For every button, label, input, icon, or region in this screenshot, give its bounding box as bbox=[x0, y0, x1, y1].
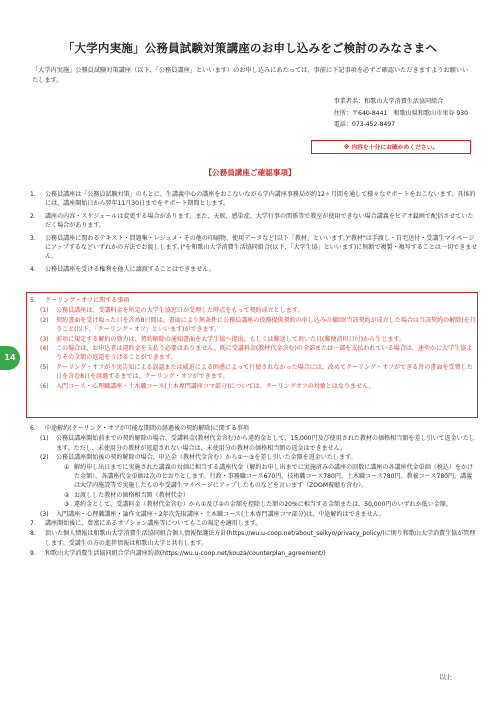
closing-mark: 以上 bbox=[439, 674, 452, 681]
list-item: 1. 公務員講座は「公務員試験対策」のもとに、生講義中心の講座をおこないながら学内講座事務局が約12ヶ月間を通して様々なサポートをおこないます。具体的には、講座開始日から翌年11月30日までをサポート期間とします。 bbox=[30, 191, 476, 208]
sender-name: 事業者名：和歌山大学消費生活協同組合 bbox=[333, 98, 444, 105]
list-item: 7. 講座開始後に、豊富にあるオプション講座等についてもこの規定を適用します。 bbox=[30, 520, 262, 528]
list-item: 4. 公務員講座を受ける権利を他人に譲渡することはできません。 bbox=[30, 265, 215, 273]
cooling-off-heading: 5. クーリング・オフに関する事項 bbox=[30, 297, 130, 304]
list-item: (6) 入門コース・心理職講座・土木職コース(土木専門講座コマ部分)については、クーリングオフの対象とはなりません。 bbox=[40, 382, 375, 390]
list-item: (4) この場合は、お申込者は違約金を支払う必要はありません。既に受講料金(教材代金含む)の全部または一部を支払われている場合は、速やかに大学生協よりその全額の返還をうけることができます。 bbox=[40, 345, 473, 362]
list-item: (3) 入門講座・心理職講座・論作文講座・2年次先取講座・土木職コース(土木専門講座コマ部分)は、中途解約はできません。 bbox=[40, 510, 386, 518]
page-number-tab: 14 bbox=[0, 346, 20, 370]
notice-box: ※ 内容を十分にお確かめください。 bbox=[311, 140, 471, 154]
section-heading: 【公務員講座ご確認事項】 bbox=[204, 168, 296, 177]
midterm-list bbox=[30, 424, 478, 560]
list-item: 8. 頂いた個人情報は和歌山大学消費生活協同組合個人情報保護法方針(https://wu.u-coop.net/about_seikyo/privacy_policy/)に則り和歌山大学消費生協が管理します。受講生の方の進捗情報は和歌山大学と共有します。 bbox=[30, 530, 476, 547]
midterm-heading: 6. 中途解約(クーリング・オフが可能な期間の経過後の契約解除)に関する事項 bbox=[30, 425, 249, 432]
sender-info bbox=[334, 96, 468, 131]
list-item: 2. 講座の内容・スケジュールは変更する場合があります。また、天候、感染症、大学行事の関係等で教室が使用できない場合講義をビデオ録画で配信させていただく場合があります。 bbox=[30, 212, 474, 230]
page-title: 「大学内実施」公務員試験対策講座のお申し込みをご検討のみなさまへ bbox=[62, 41, 438, 55]
list-item: (3) 前項に規定する解約の効力は、契約解除の通知書面を大学生協へ提出、もしくは郵送して頂いた日(郵便消印日付)から生じます。 bbox=[40, 335, 405, 343]
list-item: (1) 公務員講座は、受講料金を所定の大学生協窓口が受理した時点をもって契約成立とします。 bbox=[40, 307, 304, 315]
sender-phone: 電話：073-452-8497 bbox=[333, 121, 396, 128]
sender-address: 住所：〒640-8441 和歌山県和歌山市栄谷 930 bbox=[333, 109, 468, 117]
list-item: ① 解約申し出日までに実施された講義の対価に相当する講座代金（解約お申し出までに実施済みの講座の回数に講座の各講座代金単価（税込）をかけた金額）。各講座代金単価は次のとおりとします。行政・事務職コース670円、技術職コース780円、土木職コース780円、教養コース780円。講義は大学内施設等で実施したものや受講生マイページにアップしたものなどを言います（ZOOM視聴も含む）。 bbox=[64, 463, 474, 490]
cooling-off-list bbox=[30, 296, 478, 391]
list-item: (2) 契約書面を受け取った日を含め8日間は、書面により無条件に公務員講座の役務提供契約の申し込みの撤回(当該契約が成立した場合は当該契約の解除)を行うこと(以下、「クーリング・オフ」といいます)ができます。 bbox=[40, 316, 476, 334]
list-item: ③ 違約金として、受講料金（教材代金含む）から①及び②の金額を控除した額の20%に相当する金額または、50,000円のいずれか低い金額。 bbox=[64, 501, 452, 509]
items-top-list bbox=[30, 190, 478, 275]
intro-paragraph: 「大学内実施」公務員試験対策講座（以下、「公務員講座」といいます）のお申し込みにあたっては、事前に下記事項を必ずご確認いただきますようお願いいたします。 bbox=[32, 67, 469, 84]
list-item: 9. 和歌山大学消費生活協同組合学内講座約款(https://wu.u-coop.net/kouza/counterplan_agreement/) bbox=[30, 550, 326, 558]
list-item: (1) 公務員講座開始前までの契約解除の場合、受講料金(教材代金含む)から違約金として、15,000円及び使用された教材の価格相当額を差し引いて返金いたします。ただし、未使用分の教材が返還されない場合は、未使用分の教材の価格相当額の返金はできません。 bbox=[40, 435, 475, 452]
list-item: 3. 公務員講座に関わるテキスト・問題集・レジュメ・その他の印刷物、使用データなど(以下「教材」といいます。)"教材"は手渡し・自宅送付・受講生マイページにアップするなどいずれかの方法でお渡しします。)"を和歌山大学消費生活協同組合(以下、「大学生協」といいます)に無断で複製・複写することは一切できません。 bbox=[30, 234, 478, 261]
list-item: ② お渡しした教材の価格相当額（教材代金） bbox=[64, 491, 189, 499]
list-item: (2) 公務員講座開始後の契約解除の場合、申込金（教材代金含む）から①～③を差し引いた金額を返金いたします。 bbox=[40, 454, 357, 462]
list-item: (5) クーリング・オフが不実告知による誤認または威迫による困惑によって行使されなかった場合には、改めてクーリング・オフができる旨の書面を受領した日を含む8日を経過するまでは、クーリング・オフができます。 bbox=[40, 363, 473, 381]
